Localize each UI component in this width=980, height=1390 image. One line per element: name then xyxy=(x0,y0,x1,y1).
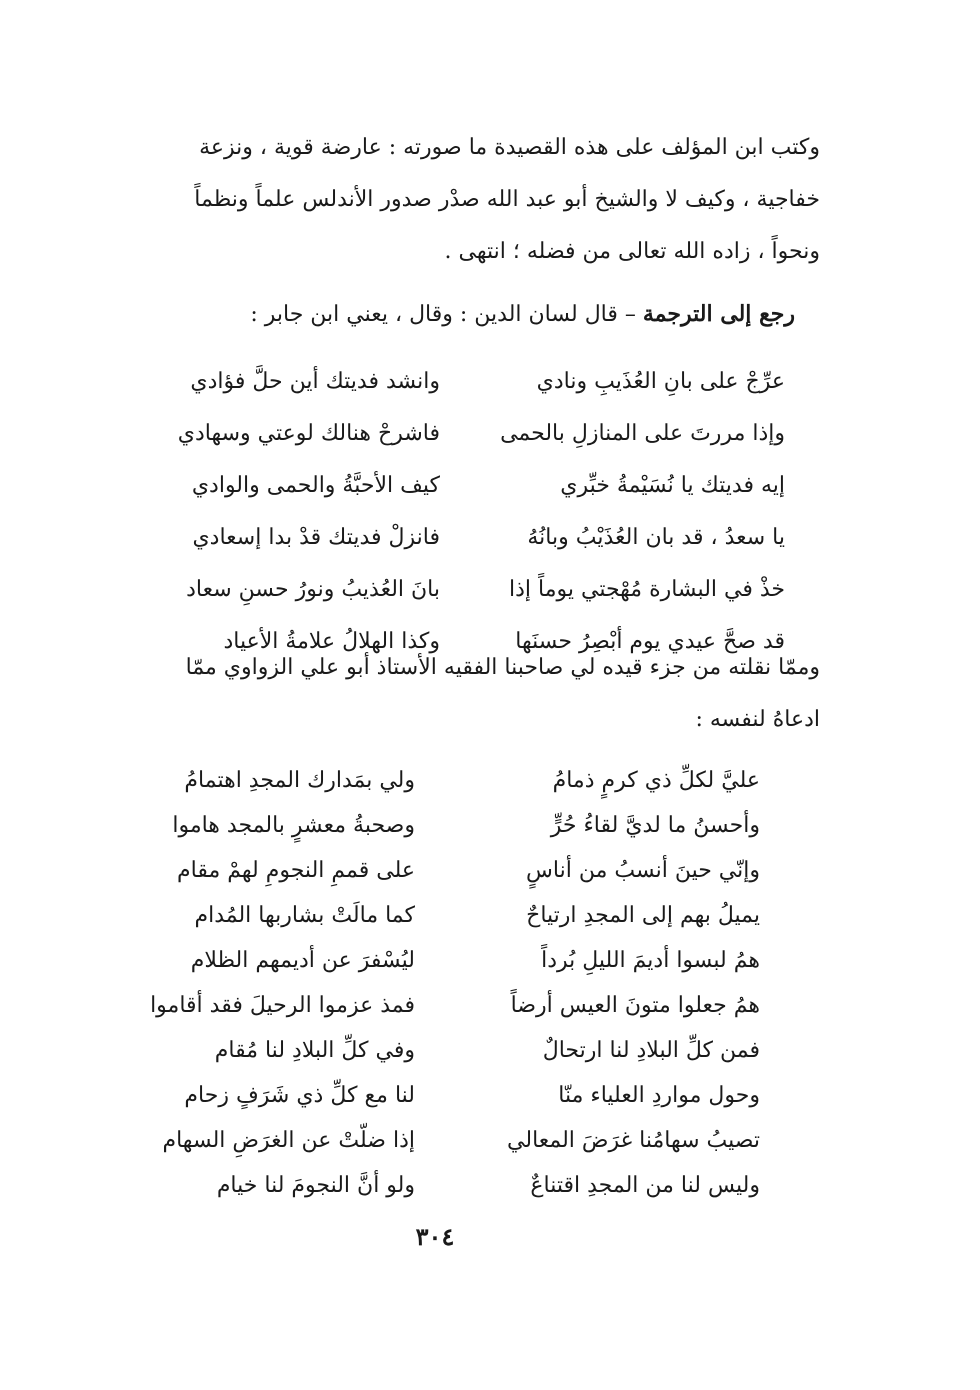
verse-second-hemistich: كما مالَتْ بشاربها المُدام xyxy=(194,903,415,928)
poem-two xyxy=(110,758,760,1208)
heading-paragraph xyxy=(95,288,795,340)
verse xyxy=(110,758,760,803)
verse xyxy=(135,356,785,408)
poem-one xyxy=(135,356,785,668)
verse-first-hemistich: إيه فديتك يا نُسَيْمةُ خبِّري xyxy=(560,473,785,498)
verse-first-hemistich: وإنّي حينَ أنسبُ من أناسٍ xyxy=(526,858,760,883)
verse-second-hemistich: ليُسْفرَ عن أديمهم الظلام xyxy=(190,948,415,973)
verse-first-hemistich: يميلُ بهم إلى المجدِ ارتياحٌ xyxy=(526,903,760,928)
heading-bold-phrase: رجع إلى الترجمة xyxy=(642,301,795,327)
verse-first-hemistich: وأحسنُ ما لديَّ لقاءُ حُرٍّ xyxy=(550,813,760,838)
verse xyxy=(135,512,785,564)
verse-second-hemistich: وانشد فديتك أين حلَّ فؤادي xyxy=(190,369,440,394)
verse-second-hemistich: فمذ عزموا الرحيلَ فقد أقاموا xyxy=(150,993,415,1018)
verse xyxy=(135,564,785,616)
verse-second-hemistich: على قممِ النجومِ لهمْ مقام xyxy=(177,858,415,883)
verse-second-hemistich: فانزلْ فديتك قدْ بدا إسعادي xyxy=(192,525,440,550)
verse xyxy=(110,1118,760,1163)
verse-first-hemistich: همُ جعلوا متونَ العيس أرضاً xyxy=(510,993,760,1018)
verse-second-hemistich: وفي كلِّ البلادِ لنا مُقام xyxy=(214,1038,415,1063)
verse xyxy=(135,408,785,460)
verse-first-hemistich: تصيبُ سهامُنا غرَضَ المعالي xyxy=(507,1128,760,1153)
verse-first-hemistich: قد صحَّ عيدي يوم أبْصِرُ حسنَها xyxy=(515,629,785,654)
verse-second-hemistich: إذا ضلّتْ عن الغرَضِ السهام xyxy=(162,1128,415,1153)
text-line: ادعاهُ لنفسه : xyxy=(695,707,820,732)
heading-rest: – قال لسان الدين : وقال ، يعني ابن جابر : xyxy=(250,302,643,327)
verse-first-hemistich: خذْ في البشارة مُهْجتي يوماً إذا xyxy=(509,577,785,602)
verse-second-hemistich: وصحبةُ معشرٍ بالمجد هاموا xyxy=(172,813,415,838)
text-line: وممّا نقلته من جزء قيده لي صاحبنا الفقيه الأستاذ أبو علي الزواوي ممّا xyxy=(185,655,820,680)
verse-second-hemistich: بانَ العُذيبُ ونورُ حسنِ سعاد xyxy=(186,577,440,602)
verse xyxy=(110,938,760,983)
verse xyxy=(110,1163,760,1208)
intro-paragraph xyxy=(120,122,820,278)
heading-line xyxy=(95,288,795,340)
second-paragraph xyxy=(120,642,820,746)
verse-second-hemistich: لنا مع كلِّ ذي شَرَفٍ زحام xyxy=(184,1083,415,1108)
verse xyxy=(110,893,760,938)
verse-first-hemistich: فمن كلِّ البلادِ لنا ارتحالٌ xyxy=(542,1038,760,1063)
text-line: وكتب ابن المؤلف على هذه القصيدة ما صورته : عارضة قوية ، ونزعة xyxy=(199,135,820,160)
verse xyxy=(110,848,760,893)
verse xyxy=(135,460,785,512)
page-number: ٣٠٤ xyxy=(415,1222,455,1251)
verse xyxy=(110,803,760,848)
verse-first-hemistich: عليَّ لكلِّ ذي كرمٍ ذمامُ xyxy=(552,768,760,793)
verse xyxy=(110,983,760,1028)
verse-second-hemistich: ولو أنَّ النجومَ لنا خيام xyxy=(216,1173,415,1198)
verse xyxy=(110,1028,760,1073)
text-line: خفاجية ، وكيف لا والشيخ أبو عبد الله صدْر صدور الأندلس علماً ونظماً xyxy=(194,187,820,212)
verse-first-hemistich: عرِّجْ على بانِ العُذَيبِ ونادي xyxy=(536,369,785,394)
verse-second-hemistich: وكذا الهلالُ علامةُ الأعياد xyxy=(223,629,440,654)
verse-second-hemistich: فاشرحْ هنالك لوعتي وسهادي xyxy=(177,421,440,446)
verse-first-hemistich: وإذا مررتَ على المنازلِ بالحمى xyxy=(500,421,785,446)
verse-first-hemistich: همُ لبسوا أديمَ الليلِ بُرداً xyxy=(541,948,760,973)
verse-second-hemistich: كيف الأحبَّةُ والحمى والوادي xyxy=(191,473,440,498)
verse-first-hemistich: وليس لنا من المجدِ اقتناعٌ xyxy=(530,1173,760,1198)
verse-second-hemistich: ولي بمَدارك المجدِ اهتمامُ xyxy=(184,768,415,793)
verse-first-hemistich: يا سعدُ ، قد بان العُذَيْبُ وبانُهُ xyxy=(527,525,785,550)
verse xyxy=(110,1073,760,1118)
text-line: ونحواً ، زاده الله تعالى من فضله ؛ انتهى . xyxy=(444,239,820,264)
verse-first-hemistich: وحول مواردِ العلياء منّا xyxy=(558,1083,760,1108)
